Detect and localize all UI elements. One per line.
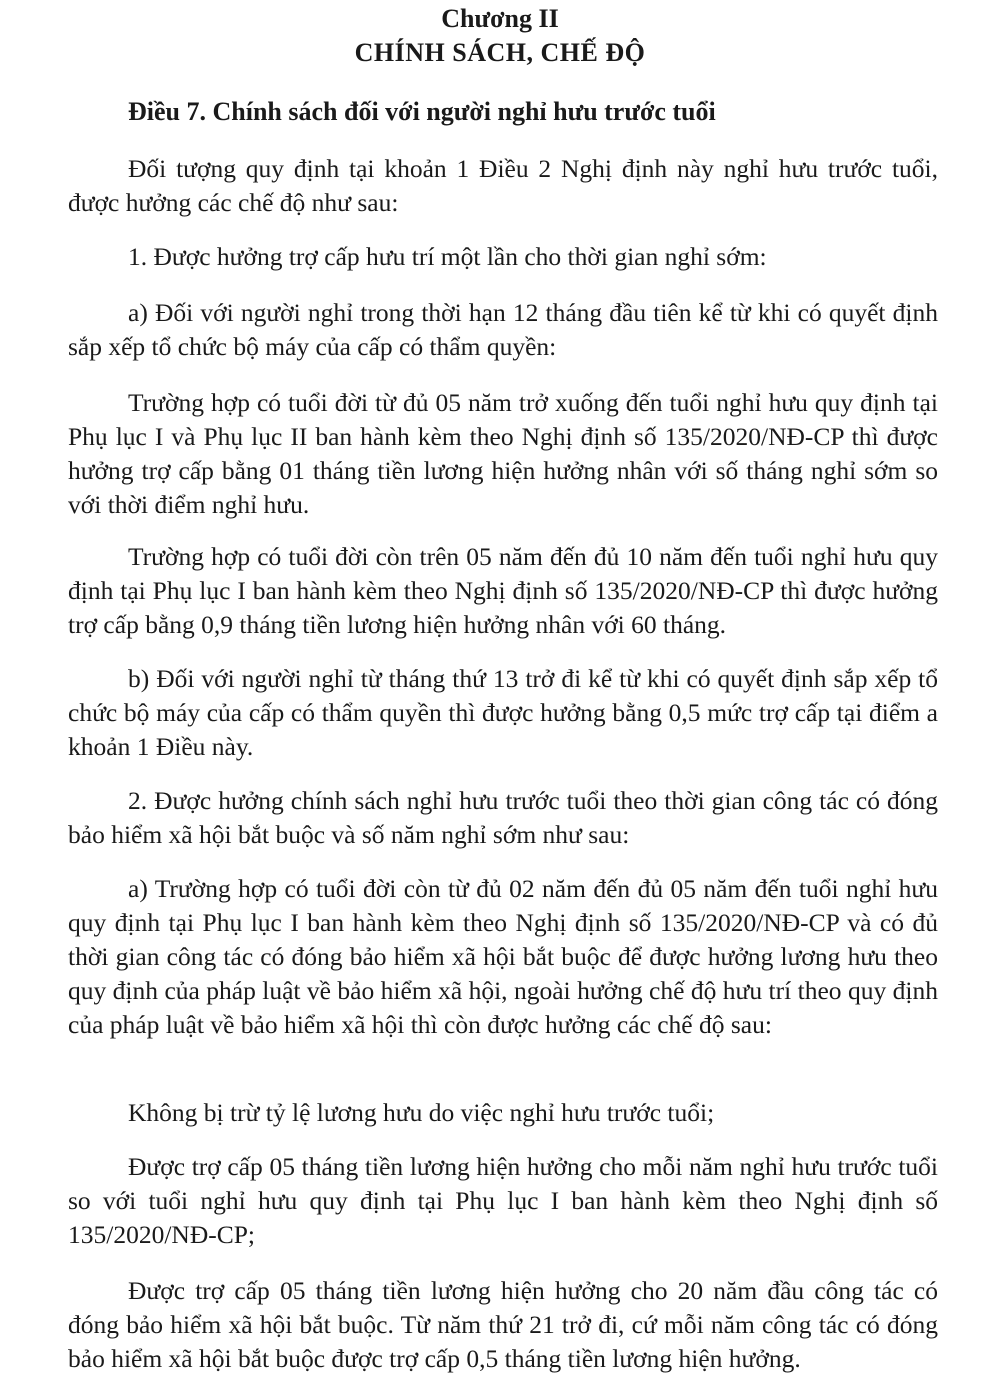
paragraph-intro: Đối tượng quy định tại khoản 1 Điều 2 Nghị định này nghỉ hưu trước tuổi, được hưởng các chế độ như sau: — [68, 154, 938, 217]
paragraph-clause-2: 2. Được hưởng chính sách nghỉ hưu trước tuổi theo thời gian công tác có đóng bảo hiểm xã hội bắt buộc và số năm nghỉ sớm như sau: — [68, 786, 938, 849]
paragraph-case-5-years: Trường hợp có tuổi đời từ đủ 05 năm trở xuống đến tuổi nghỉ hưu quy định tại Phụ lục I và Phụ lục II ban hành kèm theo Nghị định số 135/2020/NĐ-CP thì được hưởng trợ cấp bằng 01 tháng tiền lương hiện hưởng nhân với số tháng nghỉ sớm so với thời điểm nghỉ hưu. — [68, 388, 938, 519]
paragraph-clause-1b: b) Đối với người nghỉ từ tháng thứ 13 trở đi kể từ khi có quyết định sắp xếp tổ chức bộ máy của cấp có thẩm quyền thì được hưởng bằng 0,5 mức trợ cấp tại điểm a khoản 1 Điều này. — [68, 664, 938, 761]
paragraph-allowance-early: Được trợ cấp 05 tháng tiền lương hiện hưởng cho mỗi năm nghỉ hưu trước tuổi so với tuổi nghỉ hưu quy định tại Phụ lục I ban hành kèm theo Nghị định số 135/2020/NĐ-CP; — [68, 1152, 938, 1249]
paragraph-no-deduction: Không bị trừ tỷ lệ lương hưu do việc nghỉ hưu trước tuổi; — [128, 1098, 715, 1127]
article-heading: Điều 7. Chính sách đối với người nghỉ hưu trước tuổi — [128, 97, 716, 126]
chapter-title: CHÍNH SÁCH, CHẾ ĐỘ — [354, 38, 646, 67]
paragraph-clause-1a: a) Đối với người nghỉ trong thời hạn 12 tháng đầu tiên kể từ khi có quyết định sắp xếp tổ chức bộ máy của cấp có thẩm quyền: — [68, 298, 938, 361]
paragraph-clause-2a: a) Trường hợp có tuổi đời còn từ đủ 02 năm đến đủ 05 năm đến tuổi nghỉ hưu quy định tại Phụ lục I ban hành kèm theo Nghị định số 135/2020/NĐ-CP và có đủ thời gian công tác có đóng bảo hiểm xã hội bắt buộc để được hưởng lương hưu theo quy định của pháp luật về bảo hiểm xã hội, ngoài hưởng chế độ hưu trí theo quy định của pháp luật về bảo hiểm xã hội thì còn được hưởng các chế độ sau: — [68, 874, 938, 1039]
paragraph-clause-1: 1. Được hưởng trợ cấp hưu trí một lần cho thời gian nghỉ sớm: — [128, 242, 767, 271]
paragraph-case-10-years: Trường hợp có tuổi đời còn trên 05 năm đến đủ 10 năm đến tuổi nghỉ hưu quy định tại Phụ lục I ban hành kèm theo Nghị định số 135/2020/NĐ-CP thì được hưởng trợ cấp bằng 0,9 tháng tiền lương hiện hưởng nhân với 60 tháng. — [68, 542, 938, 639]
chapter-number: Chương II — [441, 4, 559, 33]
paragraph-allowance-years: Được trợ cấp 05 tháng tiền lương hiện hưởng cho 20 năm đầu công tác có đóng bảo hiểm xã hội bắt buộc. Từ năm thứ 21 trở đi, cứ mỗi năm công tác có đóng bảo hiểm xã hội bắt buộc được trợ cấp 0,5 tháng tiền lương hiện hưởng. — [68, 1276, 938, 1373]
